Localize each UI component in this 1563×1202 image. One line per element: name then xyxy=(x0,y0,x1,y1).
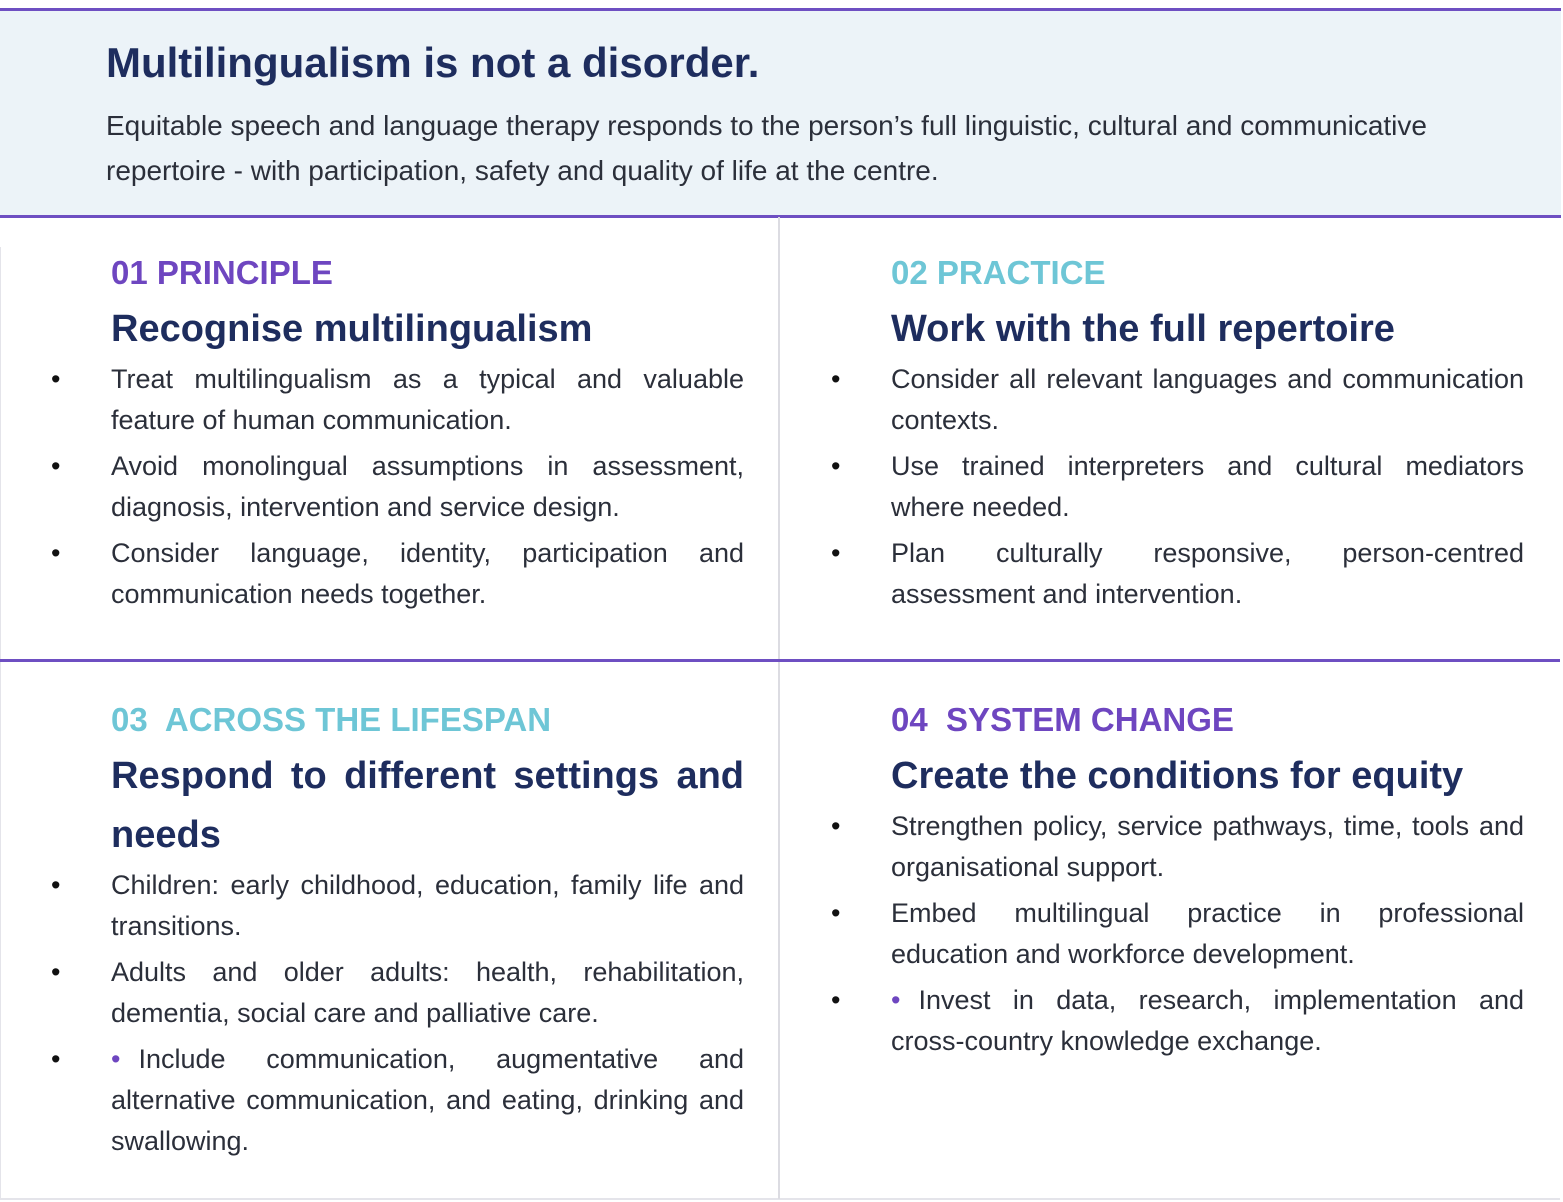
section-label: 03 ACROSS THE LIFESPAN xyxy=(111,701,552,738)
list-item xyxy=(831,359,1524,441)
list-item-text: Consider language, identity, participation and communication needs together. xyxy=(111,538,744,609)
grid-horizontal-divider xyxy=(0,659,1560,662)
section-title: Create the conditions for equity xyxy=(891,755,1464,797)
intro-text: Equitable speech and language therapy responds to the person’s full linguistic, cultural and communicative repertoire - with participation, safety and quality of life at the centre. xyxy=(106,110,1427,186)
inline-dot-icon: • xyxy=(111,1044,121,1074)
bullet-icon: • xyxy=(831,364,841,394)
bullet-icon: • xyxy=(831,898,841,928)
section-label: 01 PRINCIPLE xyxy=(111,254,333,291)
bullet-icon: • xyxy=(831,538,841,568)
bullet-icon: • xyxy=(51,1044,61,1074)
section-title: Work with the full repertoire xyxy=(891,308,1395,350)
bullet-icon: • xyxy=(831,811,841,841)
bullet-list xyxy=(780,806,1560,1062)
list-item-text: Avoid monolingual assumptions in assessment, diagnosis, intervention and service design. xyxy=(111,451,744,522)
section-label: 02 PRACTICE xyxy=(891,254,1106,291)
section-title: Recognise multilingualism xyxy=(111,308,593,350)
list-item xyxy=(831,980,1524,1062)
grid-bottom-edge xyxy=(0,1198,1560,1200)
list-item-text: Adults and older adults: health, rehabilitation, dementia, social care and palliative care. xyxy=(111,957,744,1028)
cell-practice xyxy=(780,246,1560,620)
bullet-icon: • xyxy=(51,538,61,568)
list-item-text: Plan culturally responsive, person-centred assessment and intervention. xyxy=(891,538,1524,609)
inline-dot-icon: • xyxy=(891,985,901,1015)
list-item-text: Consider all relevant languages and communication contexts. xyxy=(891,364,1524,435)
section-label: 04 SYSTEM CHANGE xyxy=(891,701,1234,738)
cell-principle xyxy=(0,246,778,620)
page-title: Multilingualism is not a disorder. xyxy=(106,39,760,86)
list-item xyxy=(51,952,744,1034)
list-item xyxy=(831,893,1524,975)
bullet-icon: • xyxy=(51,364,61,394)
list-item xyxy=(51,533,744,615)
list-item xyxy=(831,533,1524,615)
list-item-text: Treat multilingualism as a typical and valuable feature of human communication. xyxy=(111,364,744,435)
bullet-list xyxy=(0,865,778,1162)
cell-lifespan xyxy=(0,693,778,1167)
list-item-text: Include communication, augmentative and alternative communication, and eating, drinking and swallowing. xyxy=(111,1044,744,1156)
bullet-icon: • xyxy=(831,985,841,1015)
bullet-icon: • xyxy=(51,870,61,900)
list-item-text: Use trained interpreters and cultural mediators where needed. xyxy=(891,451,1524,522)
section-title: Respond to different settings and needs xyxy=(111,755,744,856)
cell-system-change xyxy=(780,693,1560,1067)
bullet-list xyxy=(0,359,778,615)
bullet-icon: • xyxy=(51,451,61,481)
list-item xyxy=(51,359,744,441)
list-item xyxy=(51,865,744,947)
list-item xyxy=(51,1039,744,1162)
list-item xyxy=(51,446,744,528)
list-item xyxy=(831,806,1524,888)
list-item-text: Children: early childhood, education, family life and transitions. xyxy=(111,870,744,941)
bullet-list xyxy=(780,359,1560,615)
header-banner xyxy=(0,8,1561,218)
bullet-icon: • xyxy=(51,957,61,987)
list-item-text: Invest in data, research, implementation and cross-country knowledge exchange. xyxy=(891,985,1524,1056)
list-item-text: Strengthen policy, service pathways, time, tools and organisational support. xyxy=(891,811,1524,882)
list-item xyxy=(831,446,1524,528)
bullet-icon: • xyxy=(831,451,841,481)
list-item-text: Embed multilingual practice in professional education and workforce development. xyxy=(891,898,1524,969)
